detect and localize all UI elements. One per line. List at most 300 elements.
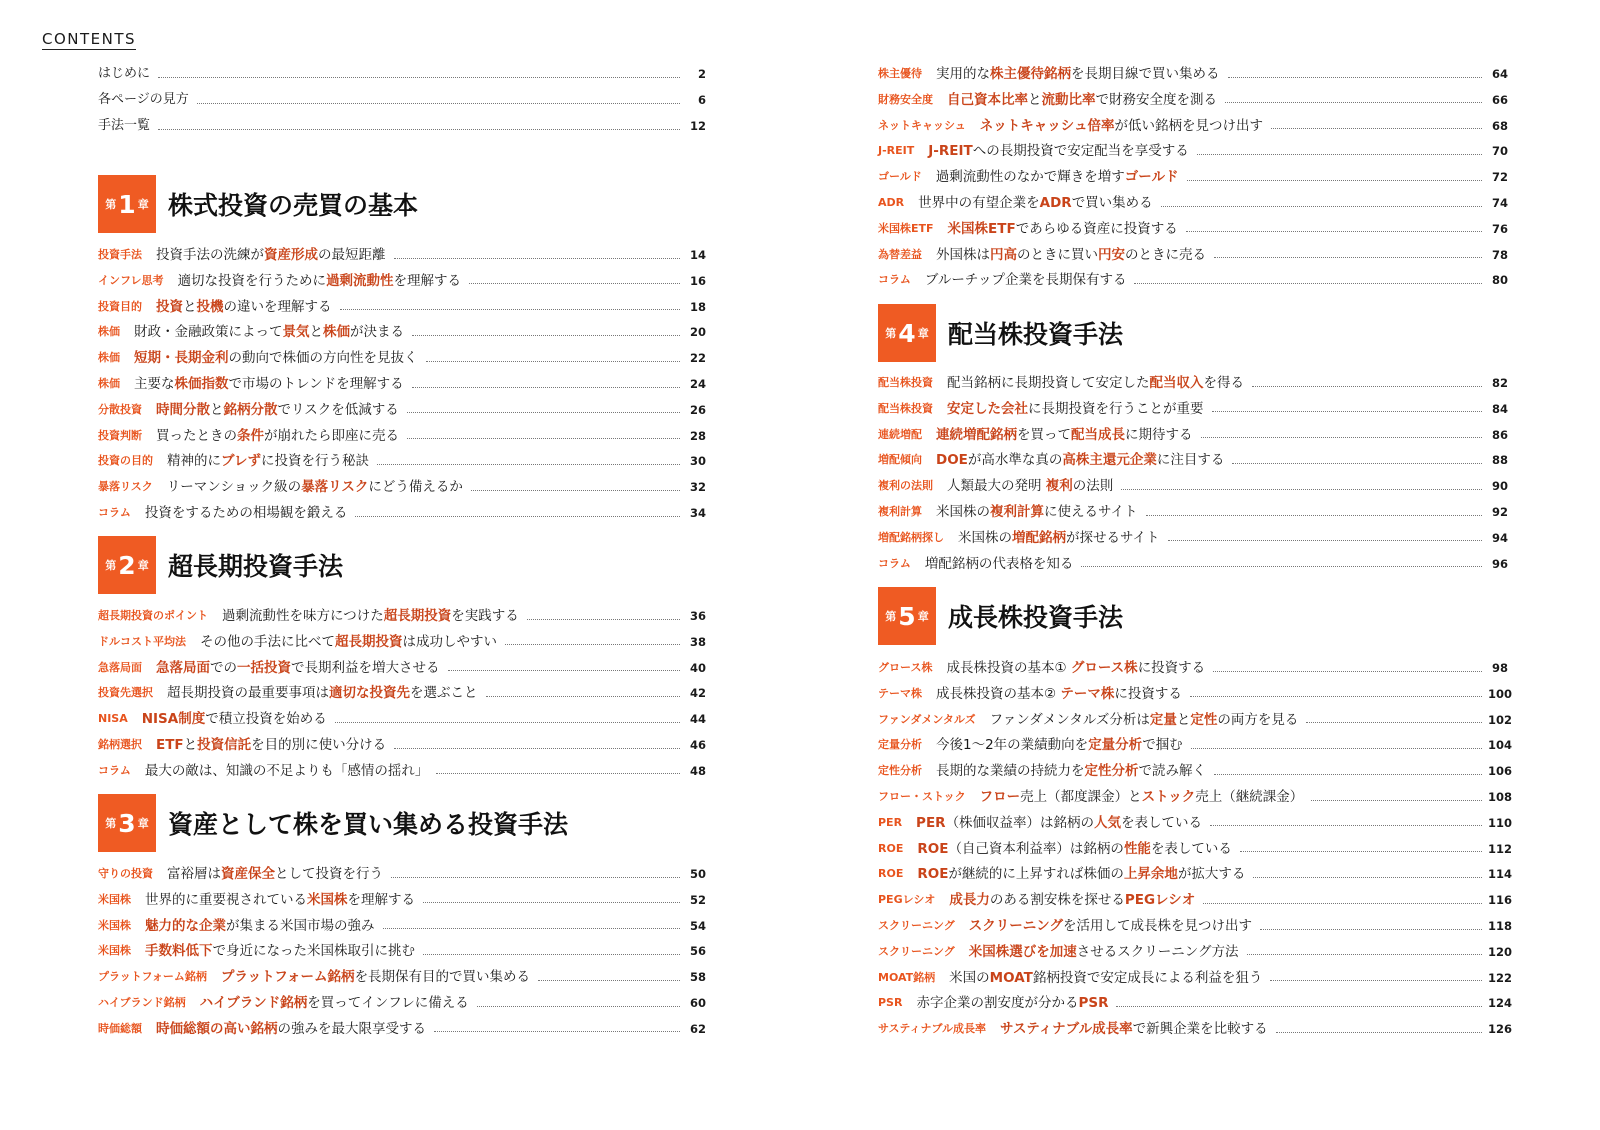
entry-title bbox=[947, 476, 1113, 496]
toc-entry[interactable] bbox=[98, 116, 706, 136]
entry-text: 富裕層は bbox=[167, 866, 221, 882]
toc-entry[interactable] bbox=[878, 813, 1513, 833]
entry-tag: NISA bbox=[98, 712, 128, 726]
entry-tag: グロース株 bbox=[878, 661, 933, 674]
entry-text: と bbox=[183, 298, 197, 315]
entry-text: 最大の敵は、知識の不足よりも「感情の揺れ」 bbox=[144, 762, 429, 779]
entry-text: が低い銘柄を見つけ出す bbox=[1114, 117, 1264, 134]
highlight-text: 株価 bbox=[323, 324, 350, 341]
highlight-text: 自己資本比率 bbox=[947, 91, 1028, 108]
toc-entry[interactable] bbox=[878, 476, 1508, 496]
entry-text: のときに買い bbox=[1017, 246, 1098, 263]
dot-leader bbox=[1210, 825, 1482, 826]
entry-text: 売上（都度課金）と bbox=[1020, 789, 1142, 805]
dot-leader bbox=[505, 644, 680, 645]
toc-entry[interactable] bbox=[98, 348, 706, 368]
toc-entry[interactable] bbox=[98, 322, 706, 342]
highlight-text: グロース株 bbox=[1070, 660, 1138, 676]
entry-text: 米国の bbox=[949, 969, 990, 986]
toc-entry[interactable] bbox=[878, 761, 1513, 781]
entry-title bbox=[948, 219, 1178, 239]
entry-title bbox=[936, 735, 1183, 755]
entry-title bbox=[936, 425, 1193, 445]
chapter-prefix: 第 bbox=[105, 559, 117, 572]
toc-entry[interactable] bbox=[878, 554, 1508, 574]
entry-tag: 連続増配 bbox=[878, 427, 922, 441]
highlight-text: 短期・長期金利 bbox=[134, 350, 229, 367]
entry-tag: 株価 bbox=[98, 325, 120, 339]
highlight-text: ゴールド bbox=[1124, 169, 1179, 186]
toc-entry[interactable] bbox=[98, 271, 706, 291]
entry-title bbox=[142, 709, 327, 729]
page-number: 98 bbox=[1491, 661, 1508, 675]
page-number: 28 bbox=[689, 428, 706, 443]
toc-entry[interactable] bbox=[878, 942, 1513, 962]
dot-leader bbox=[1213, 671, 1482, 672]
toc-entry[interactable] bbox=[98, 451, 706, 471]
page-number: 96 bbox=[1491, 556, 1508, 571]
entry-text: のときに売る bbox=[1125, 246, 1206, 263]
entry-tag: インフレ思考 bbox=[98, 273, 164, 287]
page-number: 30 bbox=[689, 454, 706, 469]
entry-title bbox=[167, 451, 369, 471]
entry-tag: コラム bbox=[98, 763, 131, 777]
entry-text: を表している bbox=[1121, 814, 1203, 831]
dot-leader bbox=[1190, 696, 1482, 697]
page-number: 80 bbox=[1491, 273, 1508, 288]
dot-leader bbox=[1197, 154, 1482, 155]
entry-text: 世界中の有望企業を bbox=[918, 195, 1040, 211]
entry-text: に投資する bbox=[1114, 685, 1182, 702]
toc-entry[interactable] bbox=[878, 399, 1508, 419]
entry-text: の両方を見る bbox=[1217, 711, 1299, 728]
entry-tag: PER bbox=[878, 815, 903, 829]
dot-leader bbox=[1247, 954, 1482, 955]
page-number: 56 bbox=[689, 944, 706, 959]
dot-leader bbox=[1276, 1032, 1482, 1033]
entry-title bbox=[936, 761, 1206, 781]
entry-tag: 米国株ETF bbox=[878, 221, 934, 235]
highlight-text: 魅力的な企業 bbox=[145, 917, 226, 934]
entry-title bbox=[917, 839, 1232, 859]
page-number: 50 bbox=[689, 867, 706, 881]
dot-leader bbox=[394, 748, 680, 749]
toc-entry[interactable] bbox=[98, 941, 706, 961]
page-number: 90 bbox=[1491, 479, 1508, 494]
entry-text: を選ぶこと bbox=[410, 685, 478, 702]
entry-text: と bbox=[183, 737, 198, 753]
entry-tag: 定性分析 bbox=[878, 764, 922, 778]
entry-tag: 財務安全度 bbox=[878, 92, 933, 106]
entry-text: 超長期投資の最重要事項は bbox=[167, 685, 329, 702]
highlight-text: 資産形成 bbox=[264, 247, 318, 263]
entry-tag: 定量分析 bbox=[878, 738, 922, 752]
dot-leader bbox=[423, 902, 680, 903]
toc-entry[interactable] bbox=[98, 606, 706, 626]
entry-title bbox=[167, 477, 463, 497]
entry-text: 赤字企業の割安度が分かる bbox=[916, 995, 1079, 1012]
entry-text: で財務安全度を測る bbox=[1095, 91, 1217, 108]
entry-tag: 超長期投資のポイント bbox=[98, 609, 208, 622]
highlight-text: 定性 bbox=[1190, 711, 1218, 728]
entry-title bbox=[918, 193, 1153, 213]
entry-tag: コラム bbox=[98, 506, 131, 519]
dot-leader bbox=[1232, 463, 1482, 464]
entry-text: 適切な投資を行うために bbox=[177, 272, 327, 289]
dot-leader bbox=[383, 928, 681, 929]
entry-title bbox=[917, 864, 1245, 884]
page-number: 112 bbox=[1488, 841, 1513, 856]
entry-title bbox=[916, 993, 1108, 1013]
toc-entry[interactable] bbox=[878, 219, 1508, 239]
highlight-text: 定量分析 bbox=[1088, 737, 1143, 754]
toc-entry[interactable] bbox=[98, 735, 706, 755]
dot-leader bbox=[1203, 903, 1482, 904]
entry-text: 主要な bbox=[134, 376, 175, 392]
entry-tag: 米国株 bbox=[98, 944, 131, 958]
toc-entry[interactable] bbox=[878, 373, 1508, 393]
page-number: 108 bbox=[1488, 790, 1513, 804]
entry-title bbox=[980, 787, 1304, 807]
entry-tag: フロー・ストック bbox=[878, 790, 966, 803]
entry-text: 買ったときの bbox=[156, 427, 237, 444]
dot-leader bbox=[412, 335, 680, 336]
toc-entry[interactable] bbox=[878, 450, 1508, 470]
entry-title bbox=[925, 270, 1127, 290]
entry-tag: 投資判断 bbox=[98, 428, 142, 442]
entry-title bbox=[156, 426, 399, 446]
entry-text: と bbox=[1028, 91, 1042, 108]
chapter-number: 2 bbox=[118, 550, 136, 580]
page-number: 76 bbox=[1491, 221, 1508, 236]
contents-label: CONTENTS bbox=[42, 30, 137, 48]
dot-leader bbox=[412, 387, 680, 388]
entry-tag: 配当株投資 bbox=[878, 401, 933, 415]
toc-entry[interactable] bbox=[878, 916, 1513, 936]
entry-tag: 株主優待 bbox=[878, 67, 922, 80]
toc-entry[interactable] bbox=[878, 528, 1508, 548]
chapter-prefix: 第 bbox=[885, 610, 897, 623]
entry-title bbox=[145, 916, 375, 936]
entry-text: に投資する bbox=[1137, 660, 1206, 676]
entry-tag: ネットキャッシュ bbox=[878, 118, 966, 132]
page-number: 26 bbox=[689, 402, 706, 417]
entry-text: と bbox=[309, 324, 323, 341]
highlight-text: PSR bbox=[1078, 995, 1109, 1012]
entry-tag: スクリーニング bbox=[878, 944, 955, 958]
toc-entry[interactable] bbox=[98, 916, 706, 936]
chapter-heading bbox=[878, 587, 1123, 645]
toc-entry[interactable] bbox=[98, 64, 706, 84]
entry-text: （自己資本利益率）は銘柄の bbox=[948, 840, 1124, 857]
entry-text: 人類最大の発明 bbox=[947, 478, 1046, 495]
highlight-text: PER bbox=[916, 814, 946, 831]
entry-title bbox=[936, 245, 1206, 265]
dot-leader bbox=[1214, 257, 1482, 258]
entry-tag: スクリーニング bbox=[878, 919, 955, 932]
chapter-badge bbox=[98, 175, 156, 233]
highlight-text: 増配銘柄 bbox=[1012, 529, 1066, 546]
toc-entry[interactable] bbox=[98, 400, 706, 420]
page-number: 2 bbox=[697, 67, 706, 81]
toc-entry[interactable] bbox=[98, 245, 706, 265]
highlight-text: フロー bbox=[979, 789, 1021, 805]
entry-title bbox=[969, 916, 1252, 936]
page-number: 58 bbox=[689, 970, 706, 985]
highlight-text: 投資 bbox=[156, 298, 183, 315]
highlight-text: スクリーニング bbox=[968, 918, 1064, 934]
toc-entry[interactable] bbox=[878, 64, 1508, 84]
toc-entry[interactable] bbox=[878, 787, 1513, 807]
page-number: 84 bbox=[1491, 401, 1508, 416]
toc-entry[interactable] bbox=[98, 864, 706, 884]
entry-tag: 分散投資 bbox=[98, 402, 142, 416]
page-number: 46 bbox=[689, 738, 706, 752]
highlight-text: 定性分析 bbox=[1084, 763, 1139, 780]
highlight-text: 一括投資 bbox=[237, 659, 291, 676]
toc-entry[interactable] bbox=[878, 993, 1513, 1013]
toc-entry[interactable] bbox=[98, 297, 706, 317]
toc-entry[interactable] bbox=[98, 761, 706, 781]
toc-entry[interactable] bbox=[878, 270, 1508, 290]
toc-entry[interactable] bbox=[878, 735, 1513, 755]
highlight-text: 景気 bbox=[282, 324, 310, 341]
entry-text: で掴む bbox=[1142, 737, 1183, 754]
highlight-text: 暴落リスク bbox=[301, 479, 369, 496]
toc-entry[interactable] bbox=[878, 141, 1508, 161]
page-number: 120 bbox=[1488, 944, 1513, 959]
dot-leader bbox=[486, 696, 681, 697]
toc-entry[interactable] bbox=[878, 425, 1508, 445]
entry-title bbox=[145, 761, 429, 781]
page-number: 114 bbox=[1488, 867, 1513, 882]
dot-leader bbox=[1121, 489, 1482, 490]
page-number: 12 bbox=[689, 119, 706, 133]
entry-title bbox=[936, 450, 1224, 470]
highlight-text: 資産保全 bbox=[221, 866, 275, 882]
highlight-text: 時価総額の高い銘柄 bbox=[156, 1020, 278, 1037]
page-number: 36 bbox=[689, 609, 706, 623]
dot-leader bbox=[1146, 515, 1482, 516]
toc-entry[interactable] bbox=[878, 890, 1513, 910]
entry-tag: ゴールド bbox=[878, 170, 922, 184]
entry-tag: 投資目的 bbox=[98, 299, 142, 313]
entry-title bbox=[200, 993, 469, 1013]
toc-entry[interactable] bbox=[98, 374, 706, 394]
highlight-text: 人気 bbox=[1094, 814, 1122, 831]
chapter-heading bbox=[98, 536, 343, 594]
dot-leader bbox=[1228, 77, 1483, 78]
entry-tag: ハイブランド銘柄 bbox=[98, 996, 186, 1009]
toc-entry[interactable] bbox=[98, 709, 706, 729]
toc-entry[interactable] bbox=[878, 193, 1508, 213]
entry-text: を理解する bbox=[347, 891, 415, 908]
chapter-suffix: 章 bbox=[137, 559, 149, 572]
page-number: 32 bbox=[689, 480, 706, 495]
toc-entry[interactable] bbox=[98, 967, 706, 987]
dot-leader bbox=[335, 722, 680, 723]
chapter-title: 超長期投資手法 bbox=[168, 552, 344, 581]
entry-tag: 投資先選択 bbox=[98, 686, 153, 700]
dot-leader bbox=[407, 438, 680, 439]
dot-leader bbox=[1187, 180, 1482, 181]
entry-text: 長期的な業績の持続力を bbox=[936, 763, 1085, 780]
chapter-title: 資産として株を買い集める投資手法 bbox=[168, 810, 569, 839]
toc-entry[interactable] bbox=[878, 90, 1508, 110]
entry-tag: PSR bbox=[878, 996, 903, 1010]
entry-tag: 増配傾向 bbox=[878, 453, 922, 467]
chapter-title: 株式投資の売買の基本 bbox=[168, 191, 419, 220]
page-number: 22 bbox=[689, 351, 706, 366]
toc-entry[interactable] bbox=[878, 1019, 1513, 1039]
entry-title bbox=[916, 813, 1202, 833]
highlight-text: ストック bbox=[1141, 789, 1196, 805]
entry-text: 増配銘柄の代表格を知る bbox=[924, 555, 1074, 572]
dot-leader bbox=[471, 490, 680, 491]
toc-entry[interactable] bbox=[98, 683, 706, 703]
toc-entry[interactable] bbox=[878, 502, 1508, 522]
toc-entry[interactable] bbox=[878, 167, 1508, 187]
entry-title bbox=[980, 116, 1263, 136]
entry-title bbox=[98, 90, 189, 110]
entry-title bbox=[178, 271, 462, 291]
toc-entry[interactable] bbox=[98, 90, 706, 110]
dot-leader bbox=[1260, 929, 1482, 930]
entry-text: 売上（継続課金） bbox=[1195, 789, 1304, 805]
toc-entry[interactable] bbox=[878, 245, 1508, 265]
highlight-text: サスティナブル成長率 bbox=[1000, 1021, 1133, 1038]
entry-title bbox=[98, 116, 150, 136]
dot-leader bbox=[1311, 800, 1482, 801]
highlight-text: ブレず bbox=[221, 453, 261, 470]
entry-title bbox=[156, 735, 386, 755]
highlight-text: 安定した会社 bbox=[947, 400, 1028, 417]
entry-text: に期待する bbox=[1125, 426, 1193, 443]
entry-tag: 為替差益 bbox=[878, 247, 922, 261]
toc-entry[interactable] bbox=[878, 710, 1513, 730]
dot-leader bbox=[1116, 1006, 1482, 1007]
entry-text: のある割安株を探せる bbox=[989, 892, 1125, 909]
page-number: 102 bbox=[1488, 712, 1513, 727]
entry-title bbox=[134, 322, 404, 342]
dot-leader bbox=[426, 361, 681, 362]
entry-tag: J-REIT bbox=[878, 144, 915, 158]
toc-entry[interactable] bbox=[98, 890, 706, 910]
entry-tag: ドルコスト平均法 bbox=[98, 634, 186, 648]
entry-title bbox=[936, 684, 1182, 704]
entry-title bbox=[98, 64, 150, 84]
entry-text: リーマンショック級の bbox=[166, 479, 302, 496]
entry-tag: テーマ株 bbox=[878, 686, 922, 700]
entry-text: が拡大する bbox=[1177, 866, 1246, 883]
dot-leader bbox=[1225, 102, 1482, 103]
highlight-text: 円高 bbox=[990, 246, 1017, 263]
entry-tag: 投資手法 bbox=[98, 248, 142, 261]
highlight-text: 円安 bbox=[1098, 246, 1125, 263]
entry-text: に注目する bbox=[1156, 452, 1225, 469]
toc-entry[interactable] bbox=[98, 658, 706, 678]
entry-title bbox=[156, 297, 332, 317]
toc-entry[interactable] bbox=[98, 503, 706, 523]
entry-text: が探せるサイト bbox=[1066, 529, 1160, 546]
toc-entry[interactable] bbox=[878, 839, 1513, 859]
highlight-text: 株価指数 bbox=[174, 376, 229, 392]
toc-entry[interactable] bbox=[878, 968, 1513, 988]
dot-leader bbox=[391, 877, 680, 878]
entry-text: を長期保有目的で買い集める bbox=[354, 969, 531, 986]
toc-entry[interactable] bbox=[98, 1019, 706, 1039]
dot-leader bbox=[1306, 722, 1482, 723]
entry-title bbox=[936, 167, 1179, 187]
dot-leader bbox=[1201, 437, 1483, 438]
entry-title bbox=[958, 528, 1160, 548]
entry-text: が決まる bbox=[350, 324, 404, 341]
entry-text: でリスクを低減する bbox=[277, 401, 399, 418]
dot-leader bbox=[407, 412, 680, 413]
highlight-text: 上昇余地 bbox=[1123, 866, 1178, 883]
highlight-text: MOAT bbox=[989, 969, 1033, 986]
chapter-suffix: 章 bbox=[917, 327, 929, 340]
dot-leader bbox=[158, 129, 680, 130]
toc-entry[interactable] bbox=[878, 658, 1508, 678]
entry-tag: コラム bbox=[878, 556, 911, 570]
entry-text: の法則 bbox=[1072, 478, 1114, 495]
entry-text: 手法一覧 bbox=[98, 118, 151, 133]
entry-title bbox=[200, 632, 497, 652]
entry-text: に投資を行う秘訣 bbox=[260, 453, 369, 470]
entry-title bbox=[145, 941, 415, 961]
page-number: 74 bbox=[1491, 196, 1508, 210]
toc-entry[interactable] bbox=[878, 864, 1513, 884]
toc-entry[interactable] bbox=[98, 632, 706, 652]
toc-entry[interactable] bbox=[98, 993, 706, 1013]
dot-leader bbox=[1214, 774, 1482, 775]
entry-text: 銘柄投資で安定成長による利益を狙う bbox=[1032, 969, 1263, 986]
entry-title bbox=[156, 245, 386, 265]
entry-title bbox=[949, 890, 1195, 910]
entry-text: で市場のトレンドを理解する bbox=[228, 376, 404, 392]
toc-entry[interactable] bbox=[98, 477, 706, 497]
entry-text: が高水準な真の bbox=[967, 452, 1063, 469]
highlight-text: ADR bbox=[1039, 195, 1072, 211]
page-number: 60 bbox=[689, 996, 706, 1010]
entry-text: が集まる米国市場の強み bbox=[226, 917, 375, 934]
entry-title bbox=[145, 503, 348, 523]
highlight-text: 投機 bbox=[196, 298, 224, 315]
entry-tag: コラム bbox=[878, 273, 911, 287]
chapter-suffix: 章 bbox=[137, 198, 149, 211]
highlight-text: 過剰流動性 bbox=[326, 272, 394, 289]
highlight-text: 性能 bbox=[1123, 840, 1151, 857]
entry-title bbox=[946, 658, 1205, 678]
toc-entry[interactable] bbox=[878, 684, 1513, 704]
chapter-badge bbox=[98, 794, 156, 852]
chapter-badge bbox=[878, 587, 936, 645]
entry-text: であらゆる資産に投資する bbox=[1015, 220, 1178, 237]
entry-text: 実用的な bbox=[936, 66, 990, 82]
entry-title bbox=[156, 658, 440, 678]
toc-entry[interactable] bbox=[878, 116, 1508, 136]
highlight-text: 配当収入 bbox=[1149, 375, 1204, 391]
toc-entry[interactable] bbox=[98, 426, 706, 446]
entry-text: を買ってインフレに備える bbox=[307, 995, 469, 1011]
page-number: 124 bbox=[1488, 996, 1513, 1011]
entry-tag: ROE bbox=[878, 841, 904, 855]
page-number: 54 bbox=[689, 918, 706, 933]
entry-text: 財政・金融政策によって bbox=[134, 324, 283, 341]
entry-tag: ROE bbox=[878, 867, 904, 881]
page-number: 86 bbox=[1491, 427, 1508, 442]
